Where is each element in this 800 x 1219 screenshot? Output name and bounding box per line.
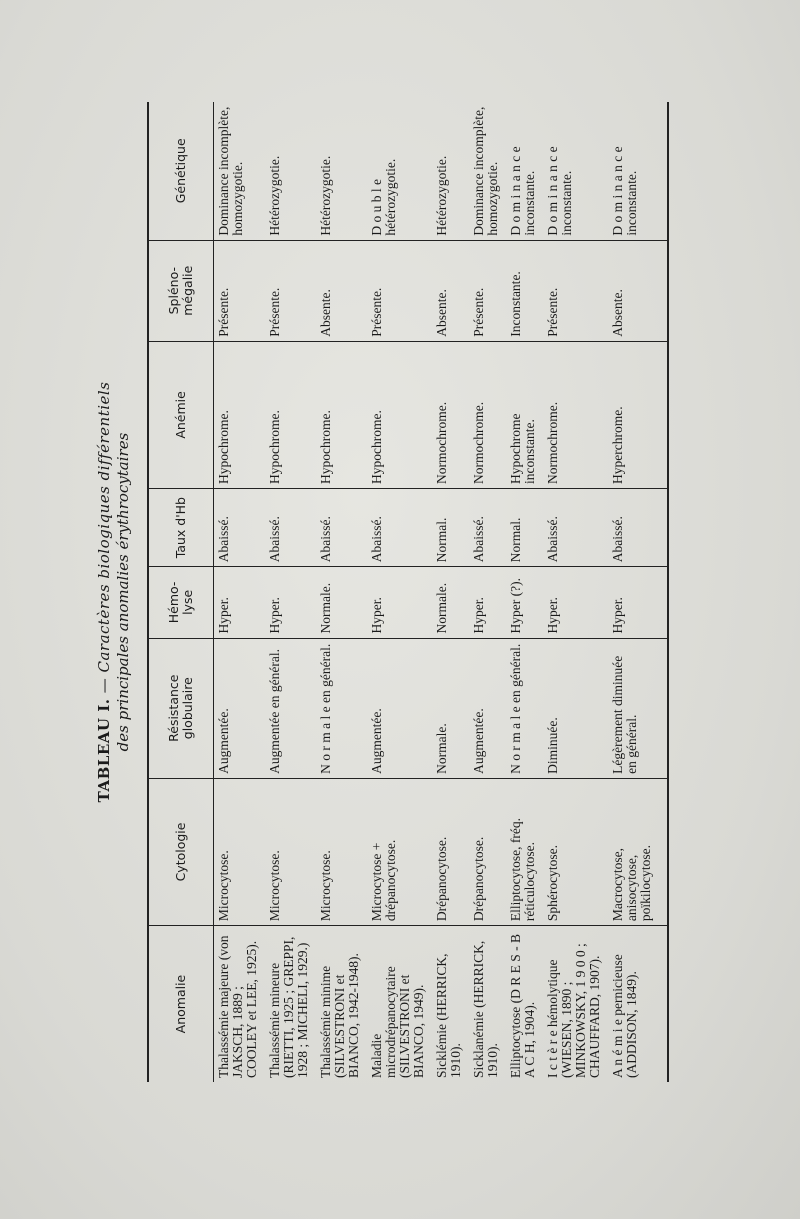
cell-hemolyse: Hyper. xyxy=(367,567,432,638)
cell-resistance: Augmentée. xyxy=(367,638,432,778)
table-title xyxy=(95,102,133,1082)
cell-anemie: Hypochrome. xyxy=(316,341,367,488)
cell-genetique: D o m i n a n c e inconstante. xyxy=(543,102,608,240)
cell-genetique: D o m i n a n c e inconstante. xyxy=(506,102,543,240)
cell-taux: Abaissé. xyxy=(367,489,432,567)
cell-anomalie: A n é m i e pernicieuse (ADDISON, 1849). xyxy=(608,926,668,1082)
cell-hemolyse: Normale. xyxy=(316,567,367,638)
header-cytologie: Cytologie xyxy=(148,778,214,925)
header-taux-hb: Taux d'Hb xyxy=(148,489,214,567)
cell-genetique: Hétérozygotie. xyxy=(432,102,469,240)
cell-anomalie: Maladie microdrépanocytaire (SILVESTRONI et BIANCO, 1949). xyxy=(369,966,426,1078)
cell-resistance: Diminuée. xyxy=(543,638,608,778)
cell-cytologie: Sphérocytose. xyxy=(543,778,608,925)
cell-hemolyse: Hyper. xyxy=(265,567,316,638)
cell-anemie: Hypochrome. xyxy=(265,341,316,488)
cell-anemie: Hypochrome. xyxy=(367,341,432,488)
cell-resistance: Augmentée. xyxy=(214,638,266,778)
cell-resistance: Augmentée. xyxy=(469,638,506,778)
cell-hemolyse: Hyper. xyxy=(608,567,668,638)
table-row xyxy=(265,102,316,1082)
cell-hemolyse: Hyper. xyxy=(543,567,608,638)
cell-splenomegalie: Présente. xyxy=(469,240,506,341)
cell-anemie: Hypochrome inconstante. xyxy=(506,341,543,488)
cell-hemolyse: Hyper. xyxy=(469,567,506,638)
cell-anomalie: Thalassémie majeure (von JAKSCH, 1889 ; COOLEY et LEE, 1925). xyxy=(216,935,259,1078)
cell-hemolyse: Normale. xyxy=(432,567,469,638)
cell-genetique: D o m i n a n c e inconstante. xyxy=(608,102,668,240)
table-container xyxy=(147,102,747,1082)
cell-anemie: Hyperchrome. xyxy=(608,341,668,488)
table-header-row xyxy=(148,102,214,1082)
table-row xyxy=(543,102,608,1082)
cell-genetique: Hétérozygotie. xyxy=(265,102,316,240)
cell-splenomegalie: Absente. xyxy=(432,240,469,341)
cell-genetique: Dominance incomplète, homozygotie. xyxy=(214,102,266,240)
cell-splenomegalie: Présente. xyxy=(214,240,266,341)
cell-taux: Abaissé. xyxy=(316,489,367,567)
cell-cytologie: Macrocytose, anisocytose, poïkilocytose. xyxy=(608,778,668,925)
cell-cytologie: Microcytose. xyxy=(265,778,316,925)
cell-splenomegalie: Présente. xyxy=(265,240,316,341)
cell-cytologie: Drépanocytose. xyxy=(469,778,506,925)
table-row xyxy=(214,102,266,1082)
cell-taux: Abaissé. xyxy=(608,489,668,567)
cell-genetique: D o u b l e hétérozygotie. xyxy=(367,102,432,240)
anomalies-table xyxy=(147,102,669,1082)
header-hemolyse: Hémo-lyse xyxy=(148,567,214,638)
cell-cytologie: Microcytose + drépanocytose. xyxy=(367,778,432,925)
table-row xyxy=(608,102,668,1082)
table-title-label: TABLEAU I. xyxy=(95,698,113,803)
cell-anomalie: I c t è r e hémolytique (WIESEN, 1890 ; MINKOWSKY, 1 9 0 0 ; CHAUFFARD, 1907). xyxy=(545,943,602,1078)
cell-anomalie: Sicklémie (HERRICK, 1910). xyxy=(434,953,463,1078)
cell-splenomegalie: Présente. xyxy=(367,240,432,341)
table-title-text: — Caractères biologiques différentiels xyxy=(95,381,113,694)
cell-taux: Abaissé. xyxy=(265,489,316,567)
table-title-line2: des principales anomalies érythrocytaires xyxy=(114,432,132,752)
cell-taux: Normal. xyxy=(506,489,543,567)
header-splenomegalie: Spléno-mégalie xyxy=(148,240,214,341)
cell-anomalie: Thalassémie mineure (RIETTI, 1925 ; GREPPI, 1928 ; MICHELI, 1929.) xyxy=(267,936,310,1078)
cell-splenomegalie: Inconstante. xyxy=(506,240,543,341)
cell-taux: Abaissé. xyxy=(469,489,506,567)
cell-resistance: Légèrement diminuée en général. xyxy=(608,638,668,778)
table-row xyxy=(506,102,543,1082)
cell-taux: Abaissé. xyxy=(214,489,266,567)
cell-splenomegalie: Absente. xyxy=(608,240,668,341)
cell-anemie: Normochrome. xyxy=(432,341,469,488)
cell-hemolyse: Hyper. xyxy=(214,567,266,638)
cell-splenomegalie: Présente. xyxy=(543,240,608,341)
cell-hemolyse: Hyper (?). xyxy=(506,567,543,638)
cell-genetique: Hétérozygotie. xyxy=(316,102,367,240)
cell-resistance: N o r m a l e en général. xyxy=(316,638,367,778)
header-anomalie: Anomalie xyxy=(148,926,214,1082)
cell-anemie: Normochrome. xyxy=(469,341,506,488)
cell-cytologie: Elliptocytose, fréq. réticulocytose. xyxy=(506,778,543,925)
table-row xyxy=(432,102,469,1082)
cell-cytologie: Drépanocytose. xyxy=(432,778,469,925)
cell-resistance: N o r m a l e en général. xyxy=(506,638,543,778)
cell-taux: Normal. xyxy=(432,489,469,567)
table-row xyxy=(469,102,506,1082)
cell-cytologie: Microcytose. xyxy=(316,778,367,925)
cell-anemie: Hypochrome. xyxy=(214,341,266,488)
table-row xyxy=(316,102,367,1082)
cell-anomalie: Sicklanémie (HERRICK, 1910). xyxy=(471,940,500,1078)
cell-genetique: Dominance incomplète, homozygotie. xyxy=(469,102,506,240)
cell-anemie: Normochrome. xyxy=(543,341,608,488)
table-row xyxy=(367,102,432,1082)
header-anemie: Anémie xyxy=(148,341,214,488)
cell-resistance: Augmentée en général. xyxy=(265,638,316,778)
header-genetique: Génétique xyxy=(148,102,214,240)
cell-resistance: Normale. xyxy=(432,638,469,778)
cell-splenomegalie: Absente. xyxy=(316,240,367,341)
header-resistance: Résistance globulaire xyxy=(148,638,214,778)
cell-cytologie: Microcytose. xyxy=(214,778,266,925)
rotated-page-content xyxy=(95,102,755,1082)
cell-anomalie: Thalassémie minime (SILVESTRONI et BIANCO, 1942-1948). xyxy=(318,953,361,1078)
cell-anomalie: Elliptocytose (D R E S - B A C H, 1904). xyxy=(508,934,537,1078)
cell-taux: Abaissé. xyxy=(543,489,608,567)
